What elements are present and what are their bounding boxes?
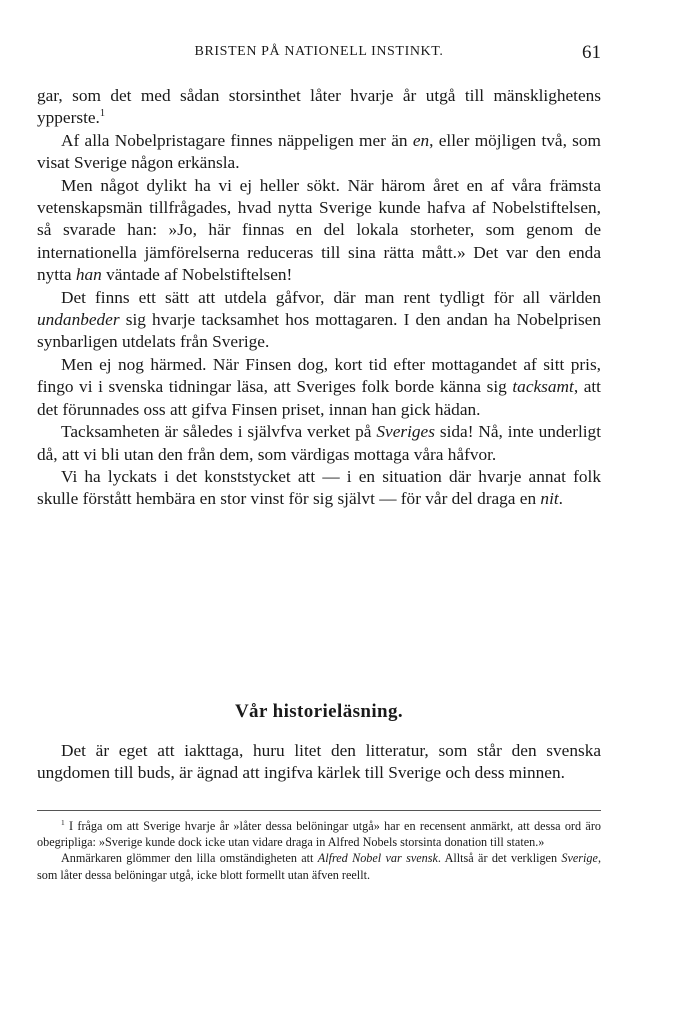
paragraph-4-emphasis: undanbeder	[37, 310, 120, 330]
section-body	[37, 740, 601, 785]
paragraph-2-text-b: , eller möjligen två, som visat Sverige någon erkänsla.	[37, 130, 601, 173]
main-text	[37, 85, 601, 511]
paragraph-7	[37, 466, 601, 511]
paragraph-1-text: gar, som det med sådan storsinthet låter hvarje år utgå till mänsklighetens ypperste.	[37, 86, 601, 128]
section-paragraph-1: Det är eget att iakttaga, huru litet den litteratur, som står den svenska ungdomen till buds, är ägnad att ingifva kärlek till Sverige och dess minnen.	[37, 741, 601, 783]
footnote-2-emphasis-1: Alfred Nobel var svensk	[317, 851, 438, 866]
running-head: BRISTEN PÅ NATIONELL INSTINKT.	[194, 44, 444, 59]
paragraph-5-text-b: , att det förunnades oss att gifva Finsen priset, innan han gick hädan.	[37, 377, 601, 419]
paragraph-7-text-b: .	[558, 489, 563, 509]
paragraph-3-text-b: väntade af Nobelstiftelsen!	[101, 265, 293, 285]
footnote-2-text-b: . Alltså är det verkligen	[437, 851, 562, 866]
paragraph-2-text-a: Af alla Nobelpristagare finnes näppeligen mer än	[61, 130, 413, 150]
paragraph-3-emphasis: han	[75, 265, 102, 285]
page-number: 61	[582, 42, 601, 63]
paragraph-4	[37, 287, 601, 354]
paragraph-6-emphasis: Sveriges	[376, 422, 435, 442]
paragraph-5	[37, 354, 601, 421]
paragraph-6-text-a: Tacksamheten är således i självfva verket på	[61, 422, 377, 442]
footnote-1-text: I fråga om att Sverige hvarje år »låter dessa belöningar utgå» har en recensent anmärkt, att dessa ord äro obegripliga: »Sverige kunde dock icke utan vidare draga in Alfred Nobels storsinta donation till staten.»	[37, 819, 601, 850]
paragraph-5-emphasis: tacksamt	[512, 377, 574, 397]
paragraph-1	[37, 85, 601, 130]
paragraph-6	[37, 421, 601, 466]
footnote-2-emphasis-2: Sverige	[561, 851, 598, 866]
paragraph-3	[37, 175, 601, 287]
page-header	[37, 44, 601, 72]
footnote-1-marker: 1	[61, 817, 65, 827]
paragraph-4-text-b: sig hvarje tacksamhet hos mottagaren. I den andan ha Nobelprisen synbarligen utdelats från Sverige.	[37, 310, 601, 352]
section-heading: Vår historieläsning.	[234, 701, 404, 722]
paragraph-7-emphasis: nit	[540, 489, 559, 509]
footnote-2	[37, 850, 601, 882]
footnote-2-text-c: , som låter dessa belöningar utgå, icke blott formellt utan äfven reellt.	[37, 851, 601, 882]
footnotes	[37, 818, 601, 883]
paragraph-5-text-a: Men ej nog härmed. När Finsen dog, kort tid efter mottagandet af sitt pris, fingo vi i svenska tidningar läsa, att Sveriges folk borde känna sig	[37, 354, 601, 397]
paragraph-6-text-b: sida! Nå, inte underligt då, att vi bli utan den från dem, som värdigas mottaga våra håfvor.	[37, 422, 602, 464]
footnote-2-text-a: Anmärkaren glömmer den lilla omständigheten att	[61, 851, 318, 866]
footnote-marker: 1	[99, 108, 106, 120]
footnote-divider	[37, 810, 601, 811]
paragraph-2-emphasis: en	[412, 130, 430, 150]
paragraph-4-text-a: Det finns ett sätt att utdela gåfvor, där man rent tydligt för all världen	[61, 287, 601, 307]
paragraph-3-text-a: Men något dylikt ha vi ej heller sökt. När härom året en af våra främsta vetenskapsmän tillfrågades, hvad nytta Sverige kunde hafva af Nobelstiftelsen, så svarade han: »Jo, här finnas en del lokala storheter, som genom de internationella jämförelserna reduceras till sina rätta mått.» Det var den enda nytta	[37, 175, 601, 285]
paragraph-2	[37, 130, 601, 175]
paragraph-7-text-a: Vi ha lyckats i det konststycket att — i en situation där hvarje annat folk skulle förstått hembära en stor vinst för sig självt — för vår del draga en	[37, 466, 601, 509]
footnote-1	[37, 818, 601, 850]
